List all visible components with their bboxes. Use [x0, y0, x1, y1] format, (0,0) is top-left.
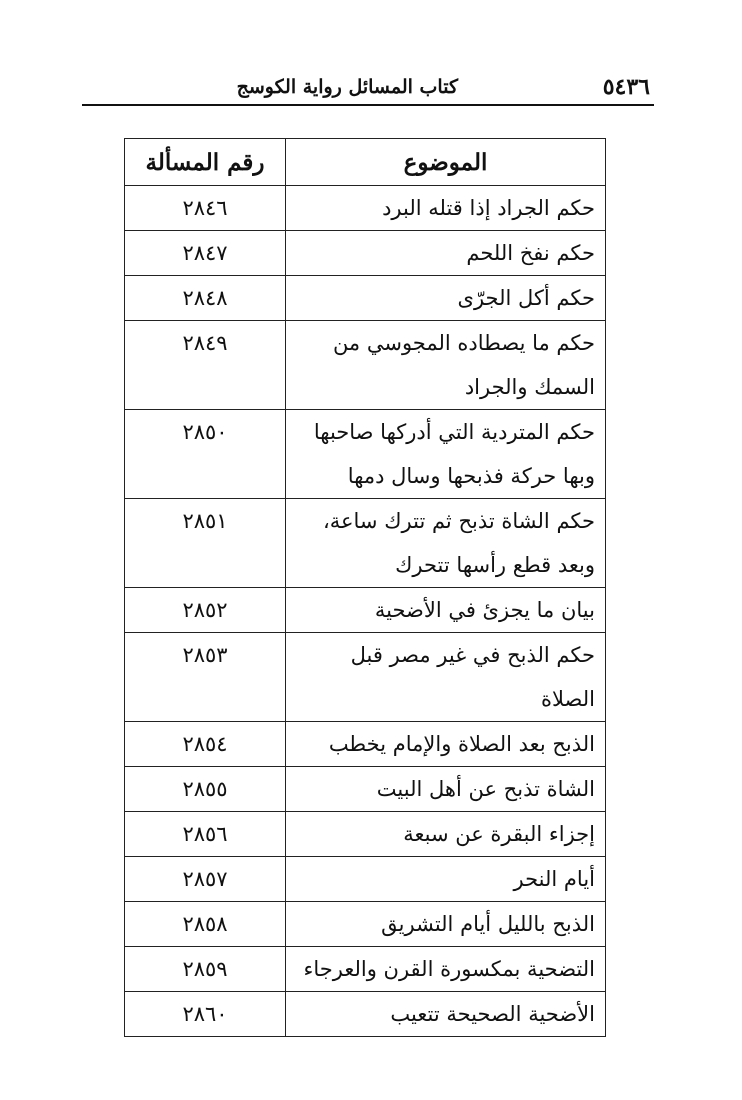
table-row — [125, 992, 606, 1037]
column-header-number: رقم المسألة — [125, 139, 286, 186]
table-row — [125, 902, 606, 947]
table-header-row — [125, 139, 606, 186]
number-cell: ٢٨٥٧ — [125, 857, 286, 902]
table-row — [125, 499, 606, 588]
page-number: ٥٤٣٦ — [602, 74, 650, 100]
table-row — [125, 722, 606, 767]
table-row — [125, 321, 606, 410]
topic-cell: الذبح بعد الصلاة والإمام يخطب — [286, 722, 606, 767]
column-header-topic: الموضوع — [286, 139, 606, 186]
topic-cell: حكم الذبح في غير مصر قبل الصلاة — [286, 633, 606, 722]
number-cell: ٢٨٥٩ — [125, 947, 286, 992]
table-row — [125, 947, 606, 992]
table-row — [125, 857, 606, 902]
table-row — [125, 276, 606, 321]
topic-cell: الذبح بالليل أيام التشريق — [286, 902, 606, 947]
header-rule — [82, 104, 654, 106]
number-cell: ٢٨٥٦ — [125, 812, 286, 857]
topic-cell: حكم الشاة تذبح ثم تترك ساعة، وبعد قطع رأسها تتحرك — [286, 499, 606, 588]
table-row — [125, 588, 606, 633]
number-cell: ٢٨٥١ — [125, 499, 286, 588]
number-cell: ٢٨٥٨ — [125, 902, 286, 947]
number-cell: ٢٨٥٢ — [125, 588, 286, 633]
number-cell: ٢٨٥٠ — [125, 410, 286, 499]
topic-cell: حكم الجراد إذا قتله البرد — [286, 186, 606, 231]
number-cell: ٢٨٦٠ — [125, 992, 286, 1037]
page-header — [82, 72, 654, 106]
topic-cell: الأضحية الصحيحة تتعيب — [286, 992, 606, 1037]
number-cell: ٢٨٤٦ — [125, 186, 286, 231]
table-row — [125, 186, 606, 231]
book-title: كتاب المسائل رواية الكوسج — [236, 76, 458, 98]
table-row — [125, 410, 606, 499]
index-table — [124, 138, 606, 1037]
topic-cell: حكم المتردية التي أدركها صاحبها وبها حركة فذبحها وسال دمها — [286, 410, 606, 499]
table-row — [125, 767, 606, 812]
topic-cell: إجزاء البقرة عن سبعة — [286, 812, 606, 857]
table-row — [125, 812, 606, 857]
topic-cell: التضحية بمكسورة القرن والعرجاء — [286, 947, 606, 992]
number-cell: ٢٨٤٨ — [125, 276, 286, 321]
topic-cell: أيام النحر — [286, 857, 606, 902]
number-cell: ٢٨٥٣ — [125, 633, 286, 722]
topic-cell: حكم نفخ اللحم — [286, 231, 606, 276]
table-row — [125, 633, 606, 722]
table-row — [125, 231, 606, 276]
topic-cell: الشاة تذبح عن أهل البيت — [286, 767, 606, 812]
number-cell: ٢٨٤٧ — [125, 231, 286, 276]
topic-cell: حكم ما يصطاده المجوسي من السمك والجراد — [286, 321, 606, 410]
topic-cell: حكم أكل الجرّى — [286, 276, 606, 321]
topic-cell: بيان ما يجزئ في الأضحية — [286, 588, 606, 633]
number-cell: ٢٨٥٤ — [125, 722, 286, 767]
number-cell: ٢٨٥٥ — [125, 767, 286, 812]
number-cell: ٢٨٤٩ — [125, 321, 286, 410]
